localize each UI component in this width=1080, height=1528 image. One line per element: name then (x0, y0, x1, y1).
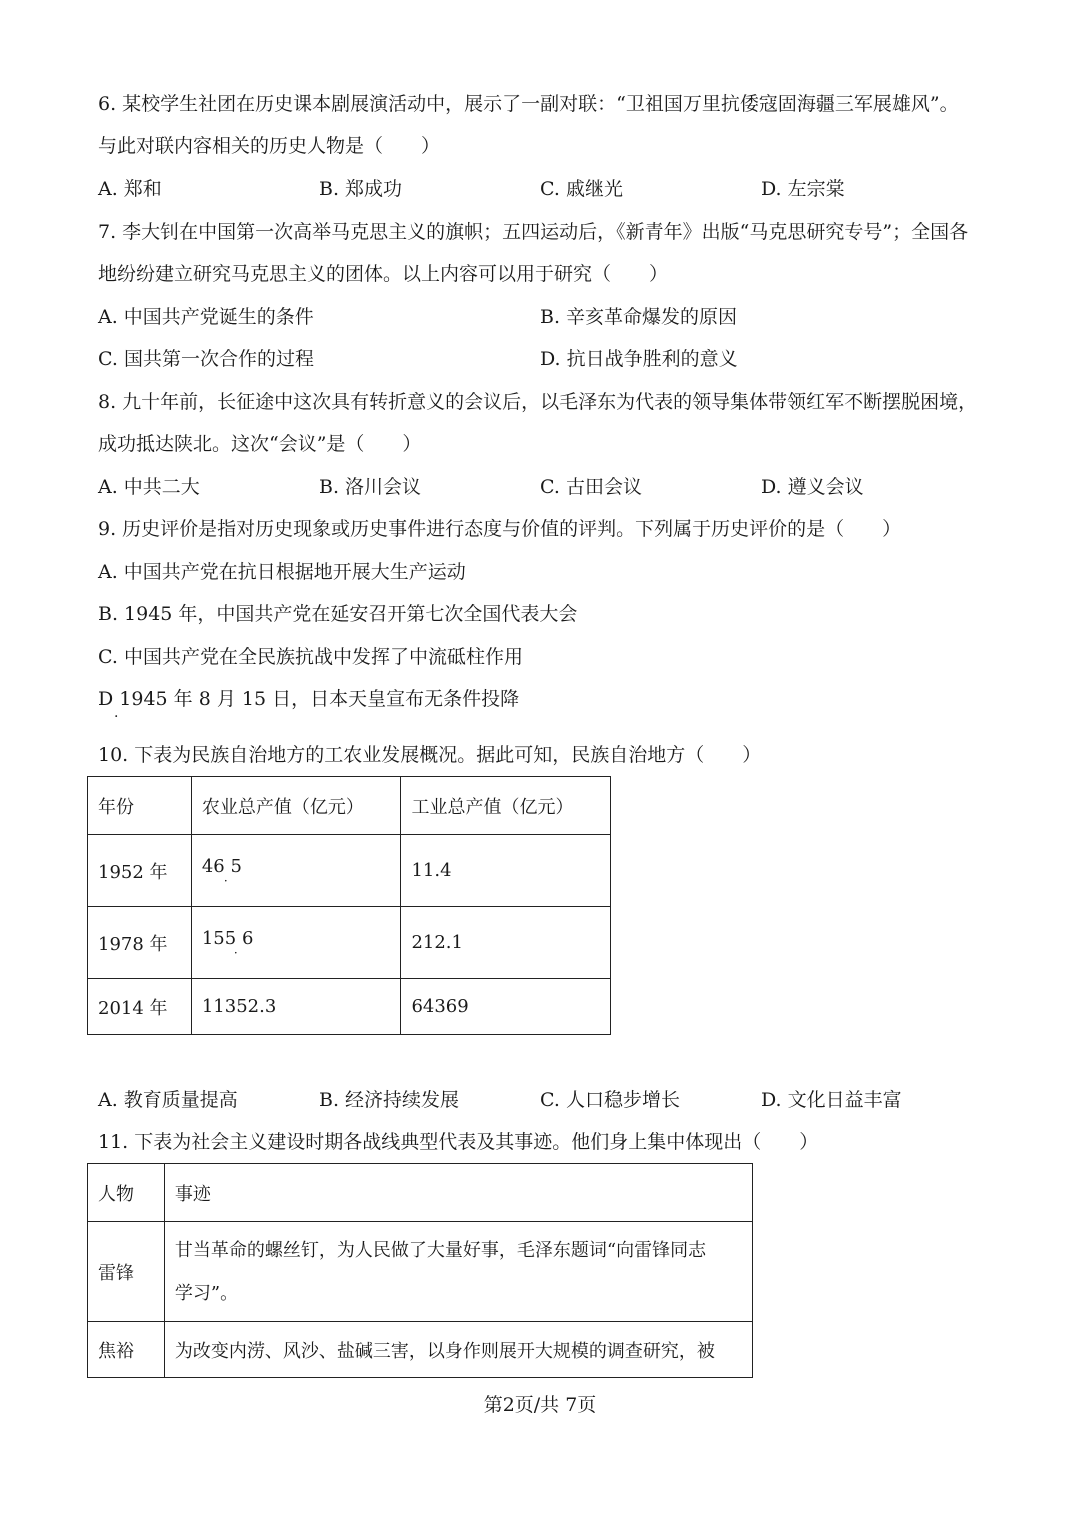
q7-stem-line1: 7. 李大钊在中国第一次高举马克思主义的旗帜；五四运动后，《新青年》出版“马克思研究专号”；全国各 (98, 221, 969, 243)
table-row (88, 907, 611, 979)
q10-option-b: B. 经济持续发展 (319, 1089, 460, 1111)
q6-option-a: A. 郑和 (98, 178, 162, 200)
q9-stem: 9. 历史评价是指对历史现象或历史事件进行态度与价值的评判。下列属于历史评价的是（ ） (98, 518, 902, 540)
q6-option-d: D. 左宗棠 (761, 178, 845, 200)
q9-option-d: D 1945 年 8 月 15 日，日本天皇宣布无条件投降 (98, 688, 520, 710)
table-cell-agri: 11352.3 (191, 979, 401, 1035)
q6-stem-line2: 与此对联内容相关的历史人物是（ ） (98, 135, 441, 157)
table-cell-ind: 212.1 (401, 907, 611, 979)
q7-option-c: C. 国共第一次合作的过程 (98, 348, 314, 370)
table-cell-year: 2014 年 (88, 979, 192, 1035)
q10-option-c: C. 人口稳步增长 (540, 1089, 680, 1111)
table-cell-person: 焦裕 (88, 1322, 165, 1378)
table-header-cell: 年份 (88, 777, 192, 835)
q10-table (87, 776, 611, 1035)
agri-value: 155 6 (201, 928, 254, 949)
table-header-cell: 事迹 (164, 1164, 752, 1222)
table-cell-ind: 11.4 (401, 835, 611, 907)
q7-option-d: D. 抗日战争胜利的意义 (540, 348, 738, 370)
q8-stem-line1: 8. 九十年前，长征途中这次具有转折意义的会议后，以毛泽东为代表的领导集体带领红军不断摆脱困境， (98, 391, 978, 413)
table-row (88, 1322, 753, 1378)
table-header-row (88, 777, 611, 835)
q8-stem-line2: 成功抵达陕北。这次“会议”是（ ） (98, 433, 422, 455)
table-header-row (88, 1164, 753, 1222)
q10-option-a: A. 教育质量提高 (98, 1089, 238, 1111)
q9-option-c: C. 中国共产党在全民族抗战中发挥了中流砥柱作用 (98, 646, 523, 668)
q6-option-c: C. 戚继光 (540, 178, 623, 200)
q9-option-a: A. 中国共产党在抗日根据地开展大生产运动 (98, 561, 466, 583)
table-cell-deeds: 为改变内涝、风沙、盐碱三害，以身作则展开大规模的调查研究，被 (164, 1322, 752, 1378)
q7-option-b: B. 辛亥革命爆发的原因 (540, 306, 738, 328)
decimal-dot-mark: · (223, 874, 228, 888)
q7-option-a: A. 中国共产党诞生的条件 (98, 306, 314, 328)
decimal-dot-mark: · (233, 946, 238, 960)
table-cell-agri (191, 835, 401, 907)
q9-option-b: B. 1945 年，中国共产党在延安召开第七次全国代表大会 (98, 603, 578, 625)
table-cell-year: 1978 年 (88, 907, 192, 979)
stray-dot-mark: · (114, 709, 119, 725)
q8-option-c: C. 古田会议 (540, 476, 642, 498)
table-cell-deeds (164, 1222, 752, 1322)
q10-option-d: D. 文化日益丰富 (761, 1089, 902, 1111)
table-cell-year: 1952 年 (88, 835, 192, 907)
agri-value: 46 5 (201, 856, 242, 877)
table-row (88, 835, 611, 907)
q8-option-d: D. 遵义会议 (761, 476, 864, 498)
table-header-cell: 人物 (88, 1164, 165, 1222)
table-cell-person: 雷锋 (88, 1222, 165, 1322)
deeds-line: 甘当革命的螺丝钉，为人民做了大量好事，毛泽东题词“向雷锋同志 (174, 1239, 707, 1261)
q8-option-b: B. 洛川会议 (319, 476, 422, 498)
q7-stem-line2: 地纷纷建立研究马克思主义的团体。以上内容可以用于研究（ ） (98, 263, 669, 285)
table-row (88, 979, 611, 1035)
q8-option-a: A. 中共二大 (98, 476, 200, 498)
table-cell-ind: 64369 (401, 979, 611, 1035)
table-header-cell: 农业总产值（亿元） (191, 777, 401, 835)
table-row (88, 1222, 753, 1322)
deeds-line: 学习”。 (174, 1282, 239, 1304)
page-number: 第2页/共 7页 (483, 1394, 597, 1416)
table-cell-agri (191, 907, 401, 979)
q11-table (87, 1163, 753, 1378)
q10-stem: 10. 下表为民族自治地方的工农业发展概况。据此可知，民族自治地方（ ） (98, 744, 762, 766)
table-header-cell: 工业总产值（亿元） (401, 777, 611, 835)
q6-stem-line1: 6. 某校学生社团在历史课本剧展演活动中，展示了一副对联：“卫祖国万里抗倭寇固海疆三军展雄风”。 (98, 93, 959, 115)
q11-stem: 11. 下表为社会主义建设时期各战线典型代表及其事迹。他们身上集中体现出（ ） (98, 1131, 819, 1153)
q6-option-b: B. 郑成功 (319, 178, 403, 200)
